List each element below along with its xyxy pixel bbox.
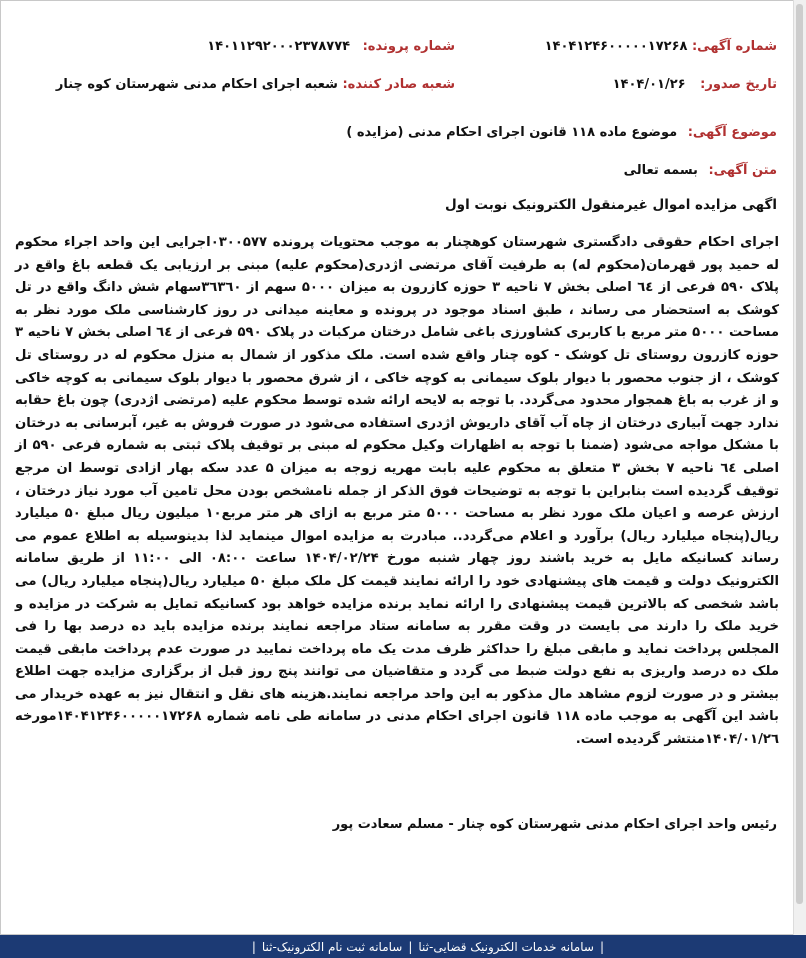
footer-separator: | — [599, 939, 604, 954]
opening-phrase: بسمه تعالی — [623, 163, 698, 178]
scrollbar-thumb[interactable] — [796, 4, 803, 904]
signature: رئیس واحد اجرای احکام مدنی شهرستان کوه چنار - مسلم سعادت پور — [332, 817, 777, 832]
subject-text: موضوع ماده ۱۱۸ قانون اجرای احکام مدنی (مزایده ) — [346, 125, 678, 140]
notice-number-row — [545, 39, 777, 54]
notice-paragraph: اجرای احکام حقوقی دادگستری شهرستان کوهچنار به موجب محتویات پرونده ۰۳۰۰۵۷۷اجرایی این واحد اجراء محکوم له حمید پور قهرمان(محکوم له) به طرفیت آقای مرتضی اژدری(محکوم علیه) مبنی بر ارزیابی یک قطعه باغ واقع در پلاک ۵۹۰ فرعی از ٦٤ اصلی بخش ۷ ناحیه ۳ حوزه کازرون به میزان ۵۰۰۰ سهم از ۳٦۳٦۰سهام شش دانگ واقع در تل کوشک به استحضار می رساند ، طبق اسناد موجود در پرونده و معاینه میدانی در روز کارشناسی ملک مورد نظر به مساحت ۵۰۰۰ متر مربع با کاربری کشاورزی باغی شامل درختان مرکبات در پلاک ۵۹۰ فرعی از ٦٤ اصلی بخش ۷ ناحیه ۳ حوزه کازرون روستای تل کوشک - کوه چنار واقع شده است. ملک مذکور از شمال به منزل محکوم له در روستای تل کوشک ، از جنوب محصور با دیوار بلوک سیمانی به کوچه خاکی ، از شرق محصور با دیوار بلوک سیمانی به کوچه خاکی و از غرب به باغ همجوار محدود می‌گردد. با توجه به لایحه ارائه شده توسط محکوم علیه (مرتضی اژدری) چون باغ حقابه ندارد جهت آبیاری درختان از چاه آب آقای داریوش اژدری استفاده می‌شود در صورت فروش به غیر، آبرسانی به درختان با مشکل مواجه می‌شود (ضمنا با توجه به اظهارات وکیل محکوم له مبنی بر توقیف پلاک ثبتی به شماره فرعی ۵۹۰ از اصلی ٦٤ ناحیه ۷ بخش ۳ متعلق به محکوم علیه بابت مهریه زوجه به میزان ۵ عدد سکه بهار ازادی توسط ان مرجع توقیف گردیده است بنابراین با توجه به توضیحات فوق الذکر از جمله نامشخص بودن محل تامین آب مورد نیاز درختان ، ارزش عرصه و اعیان ملک مورد نظر به مساحت ۵۰۰۰ متر مربع به ازای هر متر مربع۱۰ میلیون ریال مبلغ ۵۰ میلیارد ریال(پنجاه میلیارد ریال) برآورد و اعلام می‌گردد.. مبادرت به مزایده اموال مینماید لذا بدینوسیله به اطلاع عموم می رساند کسانیکه مایل به خرید باشند روز چهار شنبه مورخ ۱۴۰۴/۰۲/۲۴ ساعت ۰۸:۰۰ الی ۱۱:۰۰ از طریق سامانه الکترونیک دولت و قیمت های پیشنهادی خود را ارائه نمایند قیمت کل ملک مبلغ ۵۰ میلیارد ریال(پنجاه میلیارد ریال) می باشد شخصی که بالاترین قیمت پیشنهادی را ارائه نماید برنده مزایده خواهد بود کسانیکه تمایل به شرکت در مزایده و خرید ملک را دارند می بایست در وقت مقرر به سامانه ستاد مراجعه نمایند برنده مزایده باید ده درصد بها را فی المجلس پرداخت نماید و مابقی مبلغ را حداکثر ظرف مدت یک ماه پرداخت نمایید در صورت عدم پرداخت مابقی قیمت ملک ده درصد واریزی به نفع دولت ضبط می گردد و متقاضیان می توانند پنج روز قبل از برگزاری مزایده جهت اطلاع بیشتر و در صورت لزوم مشاهد مال مذکور به این واحد مراجعه نمایند.هزینه های نقل و انتقال نیز به عهده خریدار می باشد این آگهی به موجب ماده ۱۱۸ قانون اجرای احکام مدنی در سامانه طی نامه شماره ۱۴۰۴۱۲۴۶۰۰۰۰۰۱۷۲۶۸مورخه ۱۴۰۴/۰۱/۲٦منتشر گردیده است. — [15, 235, 780, 748]
issue-date-row — [613, 77, 777, 92]
notice-text-label: متن آگهی: — [708, 163, 777, 178]
footer-link-sana-registration[interactable]: سامانه ثبت نام الکترونیک-ثنا — [261, 939, 403, 954]
issuer-name: شعبه اجرای احکام مدنی شهرستان کوه چنار — [55, 77, 338, 92]
subject-label: موضوع آگهی: — [687, 125, 777, 140]
notice-title: اگهی مزایده اموال غیرمنقول الکترونیک نوبت اول — [444, 197, 777, 213]
notice-text-row — [624, 163, 777, 178]
case-number: ۱۴۰۱۱۲۹۲۰۰۰۲۳۷۸۷۷۴ — [207, 39, 351, 54]
notice-number-label: شماره آگهی: — [691, 39, 777, 54]
case-number-row — [207, 39, 455, 54]
footer-separator: | — [408, 939, 413, 954]
footer-bar — [0, 935, 806, 958]
notice-body — [15, 232, 779, 752]
issuer-row — [56, 77, 455, 92]
issuer-label: شعبه صادر کننده: — [342, 77, 455, 92]
vertical-scrollbar[interactable] — [793, 0, 806, 935]
subject-row — [346, 125, 777, 140]
case-number-label: شماره پرونده: — [362, 39, 455, 54]
footer-link-sana-services[interactable]: سامانه خدمات الکترونیک قضایی-ثنا — [418, 939, 594, 954]
issue-date-label: تاریخ صدور: — [700, 77, 777, 92]
footer-separator: | — [251, 939, 256, 954]
notice-number: ۱۴۰۴۱۲۴۶۰۰۰۰۰۱۷۲۶۸ — [544, 39, 688, 54]
issue-date: ۱۴۰۴/۰۱/۲۶ — [612, 77, 686, 92]
